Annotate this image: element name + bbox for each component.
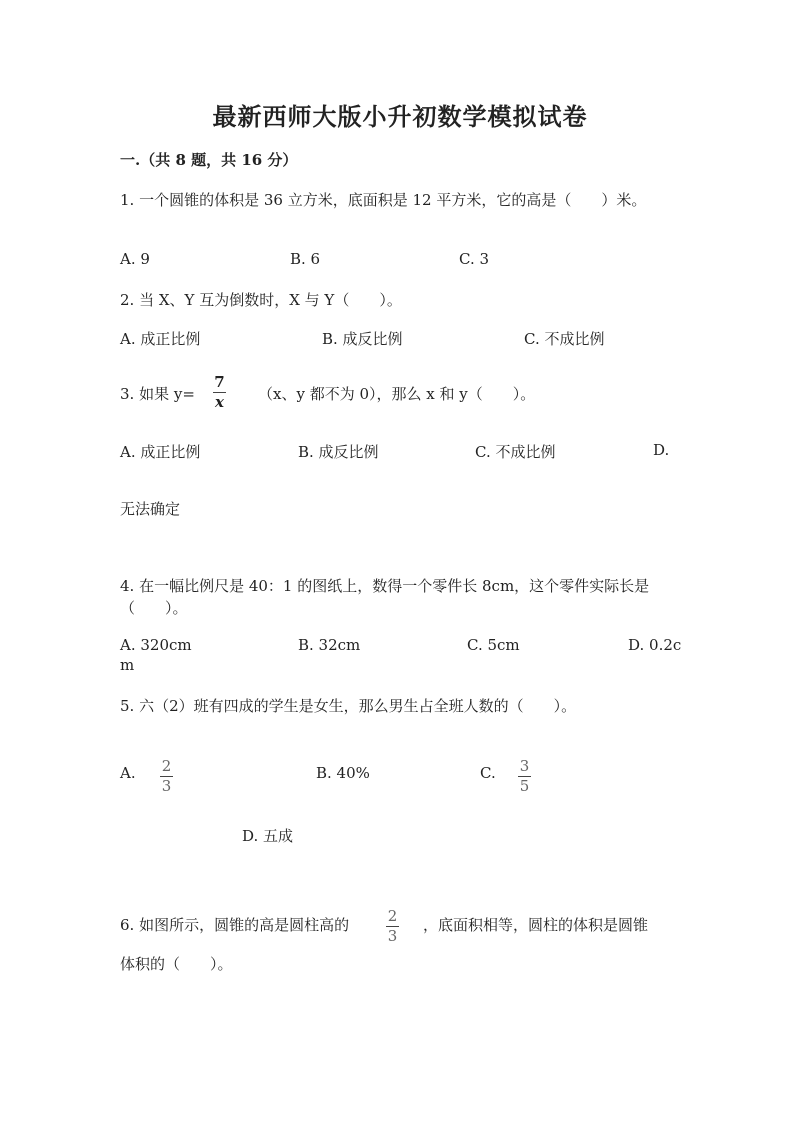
page-title: 最新西师大版小升初数学模拟试卷	[212, 102, 588, 131]
question-1-text: 1. 一个圆锥的体积是 36 立方米，底面积是 12 平方米，它的高是（ ）米。	[120, 191, 647, 209]
fraction-numerator: 2	[161, 757, 172, 775]
question-3-text-after: （x、y 都不为 0），那么 x 和 y（ ）。	[258, 385, 536, 403]
question-4-option-c: C. 5cm	[467, 636, 520, 654]
question-1-option-b: B. 6	[290, 250, 321, 268]
question-5-option-c-fraction	[518, 758, 531, 795]
question-4-line-2: （ ）。	[120, 599, 188, 617]
fraction-numerator: 7	[214, 373, 225, 391]
fraction-denominator: x	[215, 393, 224, 411]
question-5-option-d: D. 五成	[242, 827, 294, 845]
fraction-numerator: 2	[387, 907, 398, 925]
question-6-text-before: 6. 如图所示，圆锥的高是圆柱高的	[120, 916, 350, 934]
question-3-option-d-continued: 无法确定	[120, 500, 181, 518]
question-2-option-b: B. 成反比例	[322, 330, 403, 348]
question-3-option-a: A. 成正比例	[120, 443, 201, 461]
question-2-option-c: C. 不成比例	[524, 330, 605, 348]
question-3-fraction	[213, 374, 226, 411]
question-5-option-a-fraction	[160, 758, 173, 795]
question-4-option-d: D. 0.2c	[628, 636, 682, 654]
question-5-option-b: B. 40%	[316, 764, 370, 782]
question-3-option-c: C. 不成比例	[475, 443, 556, 461]
question-5-option-a: A.	[120, 764, 136, 782]
question-4-line-1: 4. 在一幅比例尺是 40：1 的图纸上，数得一个零件长 8cm，这个零件实际长是	[120, 577, 650, 595]
fraction-denominator: 5	[519, 777, 530, 795]
question-4-option-d-continued: m	[120, 656, 135, 674]
question-3-text-before: 3. 如果 y=	[120, 385, 195, 403]
question-6-line-2: 体积的（ ）。	[120, 955, 233, 973]
question-1-option-a: A. 9	[120, 250, 150, 268]
fraction-numerator: 3	[519, 757, 530, 775]
question-4-option-a: A. 320cm	[120, 636, 192, 654]
question-6-text-after: ，底面积相等，圆柱的体积是圆锥	[423, 916, 649, 934]
fraction-denominator: 3	[387, 927, 398, 945]
question-1-option-c: C. 3	[459, 250, 490, 268]
question-6-fraction	[386, 908, 399, 945]
question-5-option-c: C.	[480, 764, 496, 782]
question-2-text: 2. 当 X、Y 互为倒数时，X 与 Y（ ）。	[120, 291, 402, 309]
section-heading: 一.（共 8 题，共 16 分）	[120, 151, 298, 169]
question-3-option-b: B. 成反比例	[298, 443, 379, 461]
question-4-option-b: B. 32cm	[298, 636, 361, 654]
question-2-option-a: A. 成正比例	[120, 330, 201, 348]
fraction-denominator: 3	[161, 777, 172, 795]
question-3-option-d: D.	[653, 441, 670, 459]
question-5-text: 5. 六（2）班有四成的学生是女生，那么男生占全班人数的（ ）。	[120, 697, 577, 715]
